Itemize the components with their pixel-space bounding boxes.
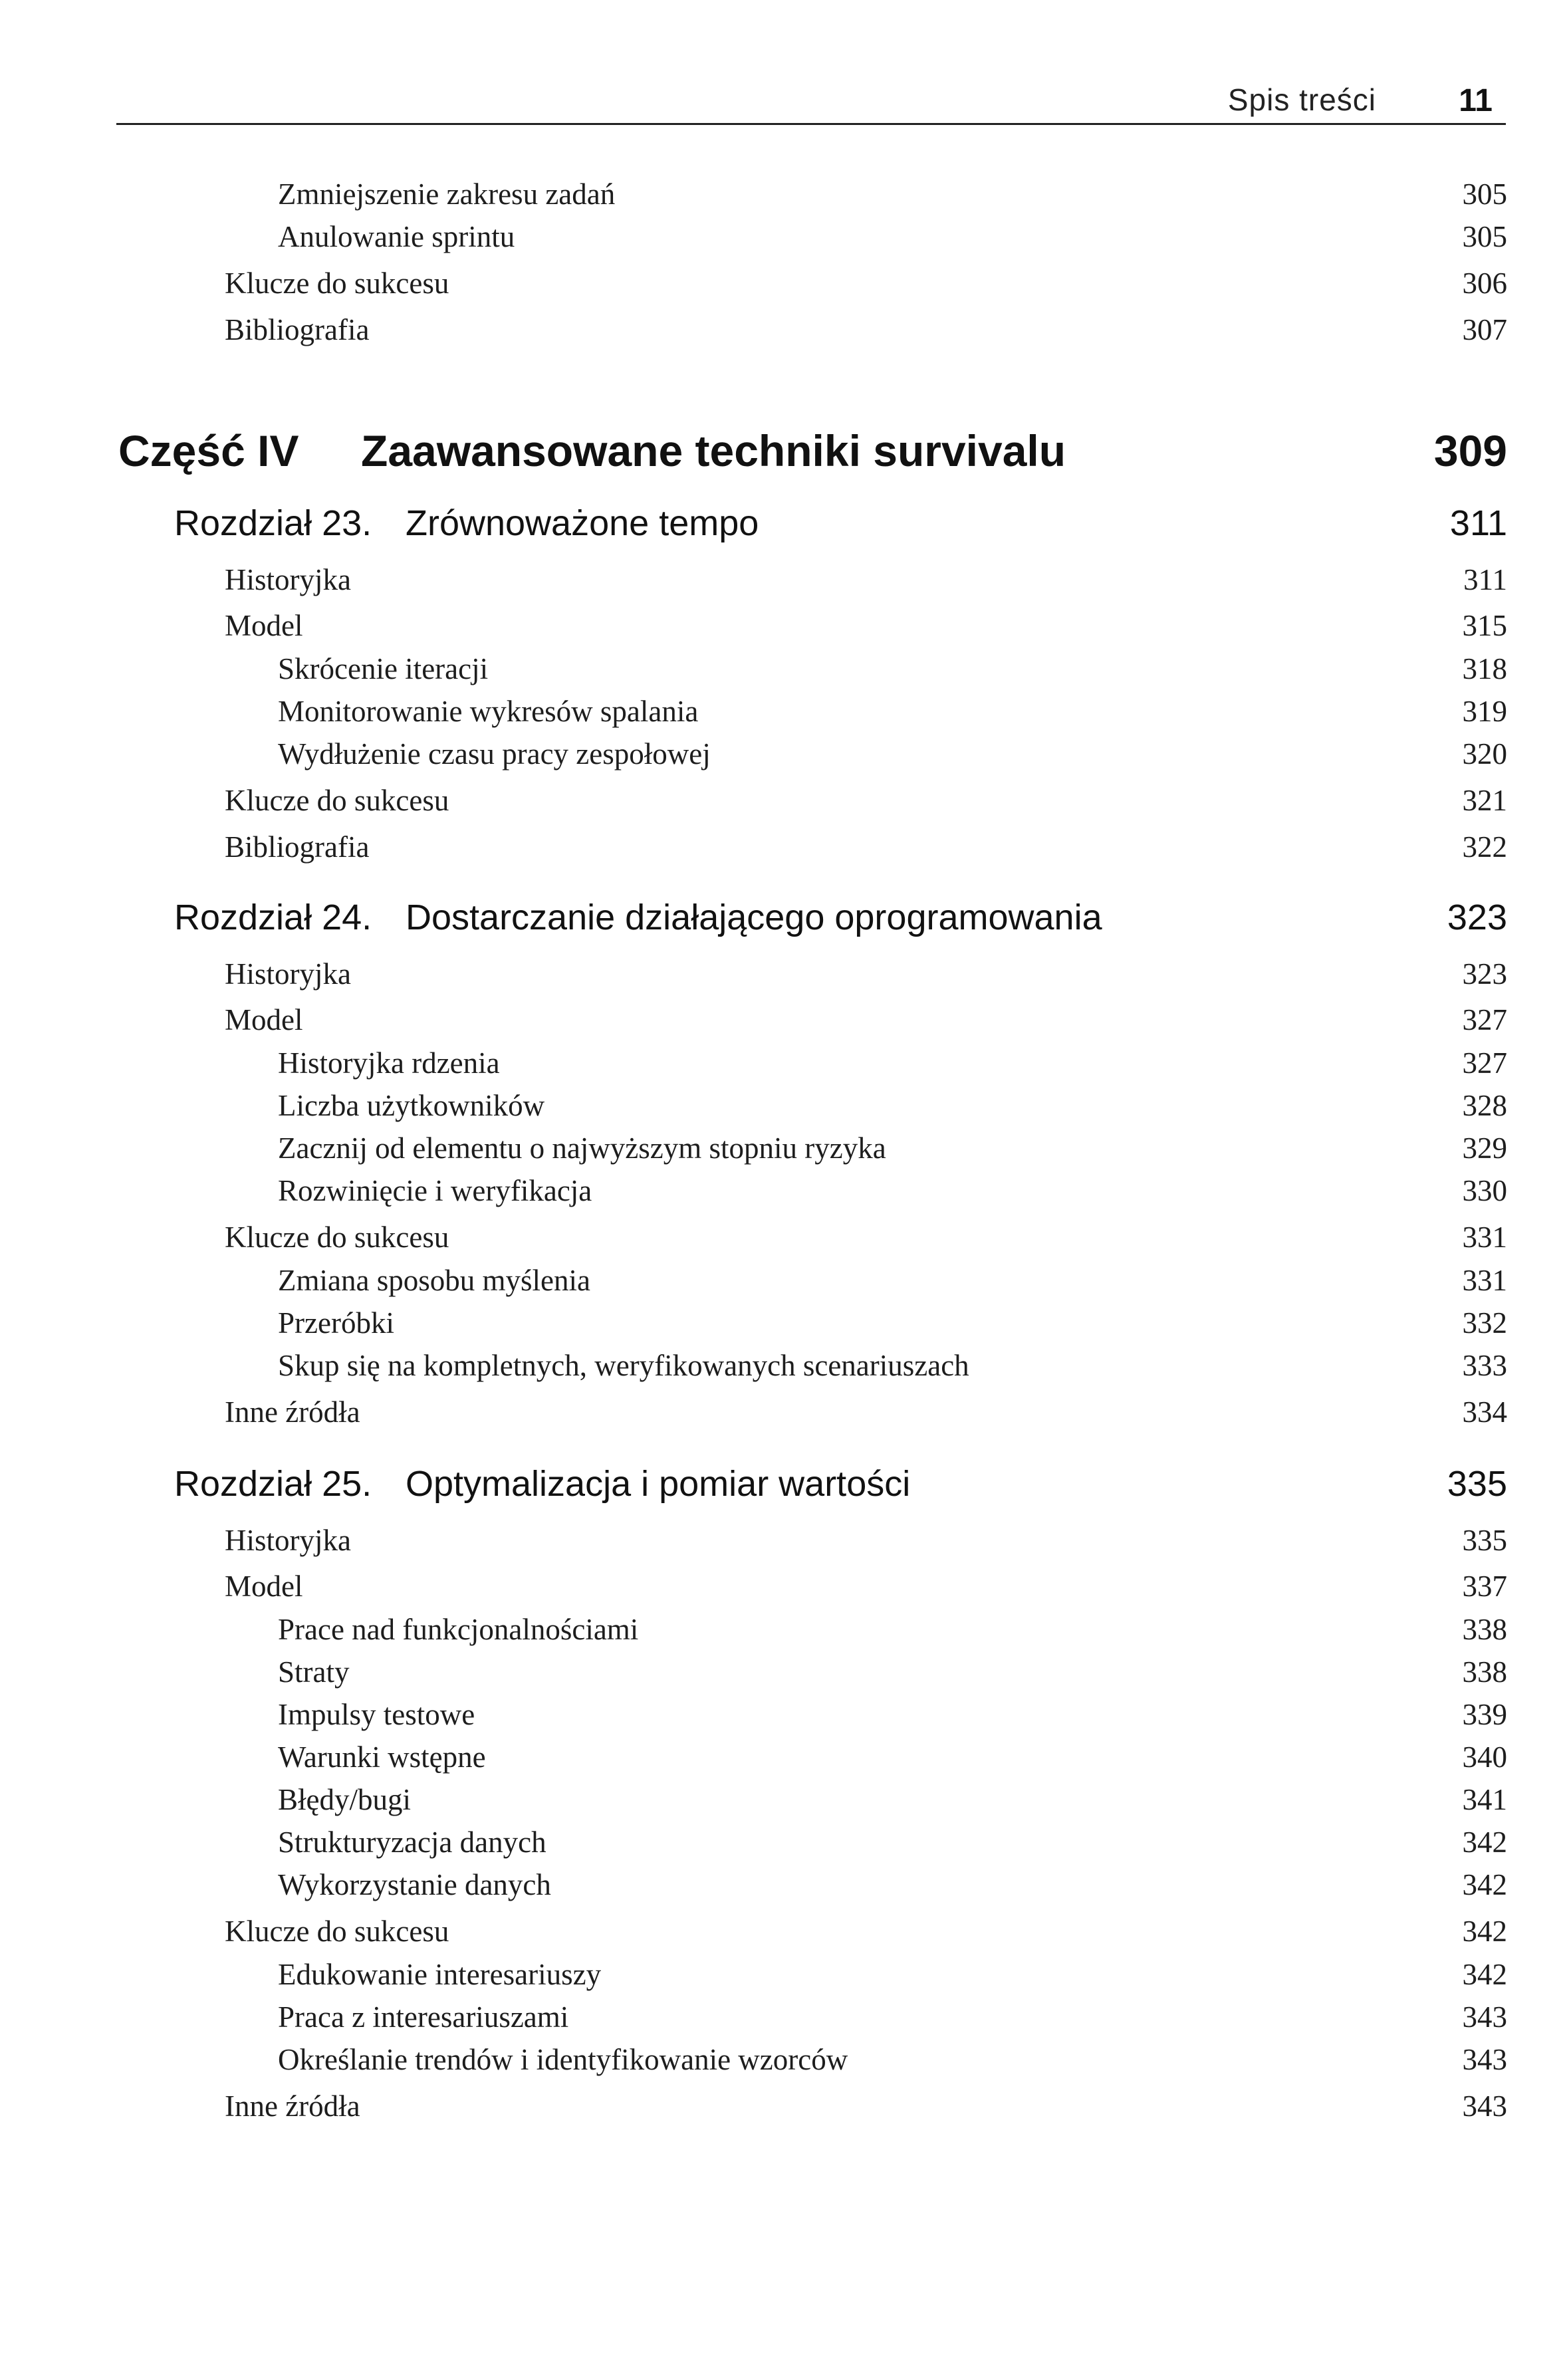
toc-entry-page: 335 bbox=[1462, 1524, 1507, 1557]
chapter-title: Zrównoważone tempo bbox=[406, 503, 759, 543]
toc-entry bbox=[225, 1005, 1507, 1035]
toc-entry bbox=[278, 1615, 1507, 1645]
toc-entry bbox=[278, 1176, 1507, 1206]
toc-entry-page: 343 bbox=[1462, 2089, 1507, 2123]
toc-entry-title: Edukowanie interesariuszy bbox=[278, 1958, 602, 1991]
toc-entry bbox=[225, 565, 1507, 595]
header-section-title: Spis treści bbox=[1227, 82, 1376, 117]
toc-entry bbox=[278, 1828, 1507, 1857]
toc-entry bbox=[278, 1091, 1507, 1121]
toc-entry-page: 334 bbox=[1462, 1395, 1507, 1429]
toc-entry-title: Liczba użytkowników bbox=[278, 1089, 545, 1122]
toc-entry-title: Historyjka bbox=[225, 563, 351, 596]
toc-entry-title: Wydłużenie czasu pracy zespołowej bbox=[278, 737, 711, 771]
toc-entry-page: 339 bbox=[1462, 1698, 1507, 1731]
chapter-title: Dostarczanie działającego oprogramowania bbox=[406, 897, 1102, 937]
toc-entry-title: Klucze do sukcesu bbox=[225, 1915, 449, 1948]
toc-entry-title: Model bbox=[225, 1003, 303, 1036]
toc-entry bbox=[225, 1917, 1507, 1947]
toc-entry-title: Skrócenie iteracji bbox=[278, 652, 489, 685]
toc-entry-title: Strukturyzacja danych bbox=[278, 1826, 546, 1859]
toc-entry-title: Klucze do sukcesu bbox=[225, 267, 449, 300]
toc-entry-title: Historyjka rdzenia bbox=[278, 1046, 500, 1080]
toc-entry-title: Anulowanie sprintu bbox=[278, 220, 515, 253]
chapter-number: Rozdział 23. bbox=[174, 503, 372, 543]
toc-entry bbox=[278, 1700, 1507, 1730]
toc-entry-page: 328 bbox=[1462, 1089, 1507, 1122]
toc-entry-page: 307 bbox=[1462, 313, 1507, 346]
toc-entry-page: 327 bbox=[1462, 1003, 1507, 1036]
chapter-number: Rozdział 25. bbox=[174, 1464, 372, 1504]
toc-entry-page: 330 bbox=[1462, 1174, 1507, 1207]
toc-entry bbox=[225, 1526, 1507, 1556]
toc-entry bbox=[278, 1785, 1507, 1815]
toc-entry-page: 322 bbox=[1462, 830, 1507, 864]
toc-entry-title: Model bbox=[225, 609, 303, 642]
toc-entry-page: 342 bbox=[1462, 1826, 1507, 1859]
part-label: Część IV bbox=[118, 426, 299, 475]
toc-entry-page: 318 bbox=[1462, 652, 1507, 685]
toc-entry-page: 311 bbox=[1463, 563, 1507, 596]
toc-entry bbox=[225, 269, 1507, 298]
toc-entry bbox=[225, 2091, 1507, 2121]
toc-entry-title: Historyjka bbox=[225, 957, 351, 991]
running-header bbox=[116, 70, 1506, 125]
toc-entry-title: Monitorowanie wykresów spalania bbox=[278, 695, 699, 728]
toc-entry bbox=[225, 832, 1507, 862]
toc-entry-title: Warunki wstępne bbox=[278, 1740, 486, 1774]
toc-entry-page: 315 bbox=[1462, 609, 1507, 642]
toc-entry-title: Rozwinięcie i weryfikacja bbox=[278, 1174, 592, 1207]
toc-entry bbox=[225, 1572, 1507, 1602]
toc-entry bbox=[225, 315, 1507, 345]
toc-entry-title: Bibliografia bbox=[225, 830, 370, 864]
toc-entry-page: 342 bbox=[1462, 1958, 1507, 1991]
toc-entry bbox=[225, 1223, 1507, 1252]
toc-entry bbox=[278, 1266, 1507, 1296]
toc-entry bbox=[278, 222, 1507, 252]
toc-entry bbox=[278, 1133, 1507, 1163]
toc-entry bbox=[225, 611, 1507, 641]
toc-entry bbox=[278, 739, 1507, 769]
toc-entry-page: 337 bbox=[1462, 1570, 1507, 1603]
toc-entry-page: 320 bbox=[1462, 737, 1507, 771]
toc-entry-page: 338 bbox=[1462, 1613, 1507, 1646]
toc-entry-page: 342 bbox=[1462, 1915, 1507, 1948]
toc-entry-page: 333 bbox=[1462, 1349, 1507, 1382]
toc-entry-title: Zmniejszenie zakresu zadań bbox=[278, 178, 616, 211]
chapter-page: 323 bbox=[1447, 897, 1507, 937]
toc-entry-page: 329 bbox=[1462, 1131, 1507, 1165]
toc-entry-page: 338 bbox=[1462, 1655, 1507, 1689]
toc-entry bbox=[278, 1960, 1507, 1990]
toc-entry bbox=[278, 1870, 1507, 1900]
toc-entry bbox=[278, 2002, 1507, 2032]
toc-entry bbox=[278, 1742, 1507, 1772]
toc-entry-page: 319 bbox=[1462, 695, 1507, 728]
toc-entry-title: Określanie trendów i identyfikowanie wzorców bbox=[278, 2043, 848, 2076]
toc-entry-page: 305 bbox=[1462, 220, 1507, 253]
chapter-number: Rozdział 24. bbox=[174, 897, 372, 937]
toc-entry bbox=[278, 179, 1507, 209]
toc-entry-title: Inne źródła bbox=[225, 1395, 360, 1429]
toc-entry-page: 332 bbox=[1462, 1306, 1507, 1340]
toc-entry-page: 321 bbox=[1462, 784, 1507, 817]
toc-entry-page: 343 bbox=[1462, 2043, 1507, 2076]
toc-entry bbox=[225, 1397, 1507, 1427]
toc-entry-title: Zmiana sposobu myślenia bbox=[278, 1264, 590, 1297]
toc-entry-title: Klucze do sukcesu bbox=[225, 784, 449, 817]
toc-entry-page: 341 bbox=[1462, 1783, 1507, 1816]
toc-entry bbox=[278, 1657, 1507, 1687]
chapter-page: 311 bbox=[1449, 503, 1507, 543]
toc-entry-page: 306 bbox=[1462, 267, 1507, 300]
toc-entry-title: Zacznij od elementu o najwyższym stopniu ryzyka bbox=[278, 1131, 886, 1165]
toc-entry bbox=[225, 786, 1507, 816]
toc-entry-title: Straty bbox=[278, 1655, 350, 1689]
toc-entry-title: Bibliografia bbox=[225, 313, 370, 346]
toc-entry-page: 327 bbox=[1462, 1046, 1507, 1080]
chapter-title: Optymalizacja i pomiar wartości bbox=[406, 1464, 911, 1504]
toc-entry-title: Inne źródła bbox=[225, 2089, 360, 2123]
toc-entry bbox=[225, 959, 1507, 989]
toc-entry-page: 323 bbox=[1462, 957, 1507, 991]
toc-entry-page: 331 bbox=[1462, 1264, 1507, 1297]
chapter-page: 335 bbox=[1447, 1464, 1507, 1504]
toc-entry-title: Błędy/bugi bbox=[278, 1783, 411, 1816]
toc-entry-page: 305 bbox=[1462, 178, 1507, 211]
toc-entry-page: 342 bbox=[1462, 1868, 1507, 1901]
toc-entry-title: Impulsy testowe bbox=[278, 1698, 475, 1731]
toc-entry-title: Skup się na kompletnych, weryfikowanych scenariuszach bbox=[278, 1349, 969, 1382]
toc-entry-title: Praca z interesariuszami bbox=[278, 2000, 569, 2034]
toc-entry bbox=[278, 1048, 1507, 1078]
toc-entry-title: Przeróbki bbox=[278, 1306, 394, 1340]
toc-entry bbox=[278, 2045, 1507, 2075]
toc-entry-page: 340 bbox=[1462, 1740, 1507, 1774]
toc-entry bbox=[278, 654, 1507, 684]
toc-entry bbox=[278, 1308, 1507, 1338]
toc-entry-title: Klucze do sukcesu bbox=[225, 1221, 449, 1254]
part-title: Zaawansowane techniki survivalu bbox=[361, 426, 1066, 475]
header-page-number: 11 bbox=[1459, 83, 1493, 118]
toc-entry-title: Prace nad funkcjonalnościami bbox=[278, 1613, 639, 1646]
toc-entry-title: Wykorzystanie danych bbox=[278, 1868, 551, 1901]
toc-entry-title: Model bbox=[225, 1570, 303, 1603]
part-page: 309 bbox=[1433, 426, 1507, 475]
toc-entry bbox=[278, 697, 1507, 727]
toc-entry bbox=[278, 1351, 1507, 1381]
toc-entry-page: 343 bbox=[1462, 2000, 1507, 2034]
toc-entry-title: Historyjka bbox=[225, 1524, 351, 1557]
toc-entry-page: 331 bbox=[1462, 1221, 1507, 1254]
